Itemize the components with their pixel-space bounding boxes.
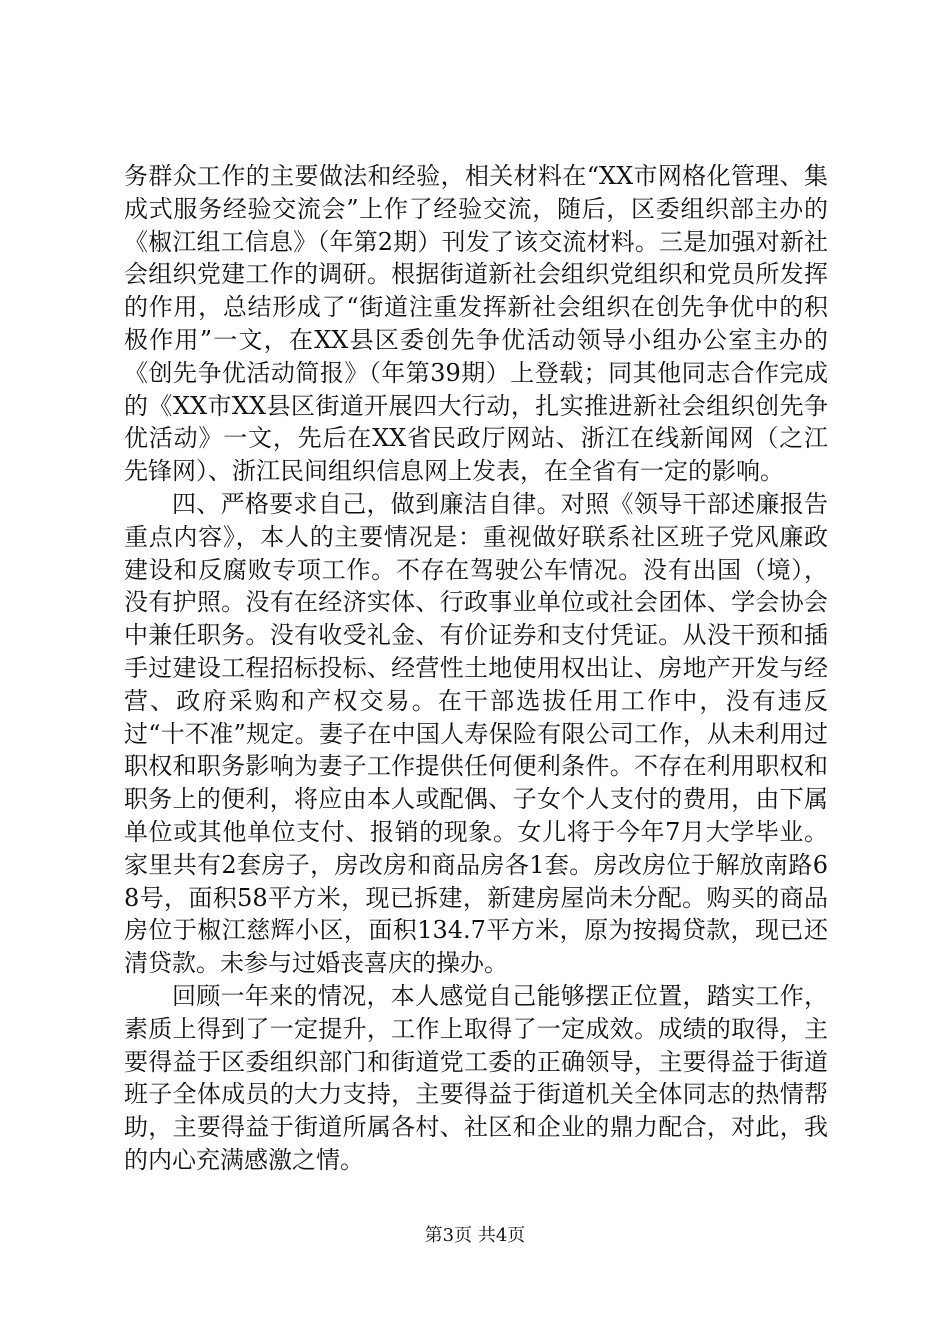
paragraph-continued-work-summary: 务群众工作的主要做法和经验，相关材料在“XX市网格化管理、集成式服务经验交流会”上作了经验交流，随后，区委组织部主办的《椒江组工信息》（年第2期）刊发了该交流材料。三是加强对新社会组织党建工作的调研。根据街道新社会组织党组织和党员所发挥的作用，总结形成了“街道注重发挥新社会组织在创先争优中的积极作用”一文，在XX县区委创先争优活动领导小组办公室主办的《创先争优活动简报》（年第39期）上登载；同其他同志合作完成的《XX市XX县区街道开展四大行动，扎实推进新社会组织创先争优活动》一文，先后在XX省民政厅网站、浙江在线新闻网（之江先锋网）、浙江民间组织信息网上发表，在全省有一定的影响。 (124, 162, 828, 486)
paragraph-year-review: 回顾一年来的情况，本人感觉自己能够摆正位置，踏实工作，素质上得到了一定提升，工作上取得了一定成效。成绩的取得，主要得益于区委组织部门和街道党工委的正确领导，主要得益于街道班子全体成员的大力支持，主要得益于街道机关全体同志的热情帮助，主要得益于街道所属各村、社区和企业的鼎力配合，对此，我的内心充满感激之情。 (124, 981, 828, 1174)
page-number-footer: 第3页 共4页 (424, 1225, 526, 1246)
paragraph-integrity-self-discipline: 四、严格要求自己，做到廉洁自律。对照《领导干部述廉报告重点内容》，本人的主要情况是：重视做好联系社区班子党风廉政建设和反腐败专项工作。不存在驾驶公车情况。没有出国（境），没有护照。没有在经济实体、行政事业单位或社会团体、学会协会中兼任职务。没有收受礼金、有价证券和支付凭证。从没干预和插手过建设工程招标投标、经营性土地使用权出让、房地产开发与经营、政府采购和产权交易。在干部选拔任用工作中，没有违反过“十不准”规定。妻子在中国人寿保险有限公司工作，从未利用过职权和职务影响为妻子工作提供任何便利条件。不存在利用职权和职务上的便利，将应由本人或配偶、子女个人支付的费用，由下属单位或其他单位支付、报销的现象。女儿将于今年7月大学毕业。家里共有2套房子，房改房和商品房各1套。房改房位于解放南路68号，面积58平方米，现已拆建，新建房屋尚未分配。购买的商品房位于椒江慈辉小区，面积134.7平方米，原为按揭贷款，现已还清贷款。未参与过婚丧喜庆的操办。 (124, 489, 828, 978)
document-body (124, 160, 828, 1177)
